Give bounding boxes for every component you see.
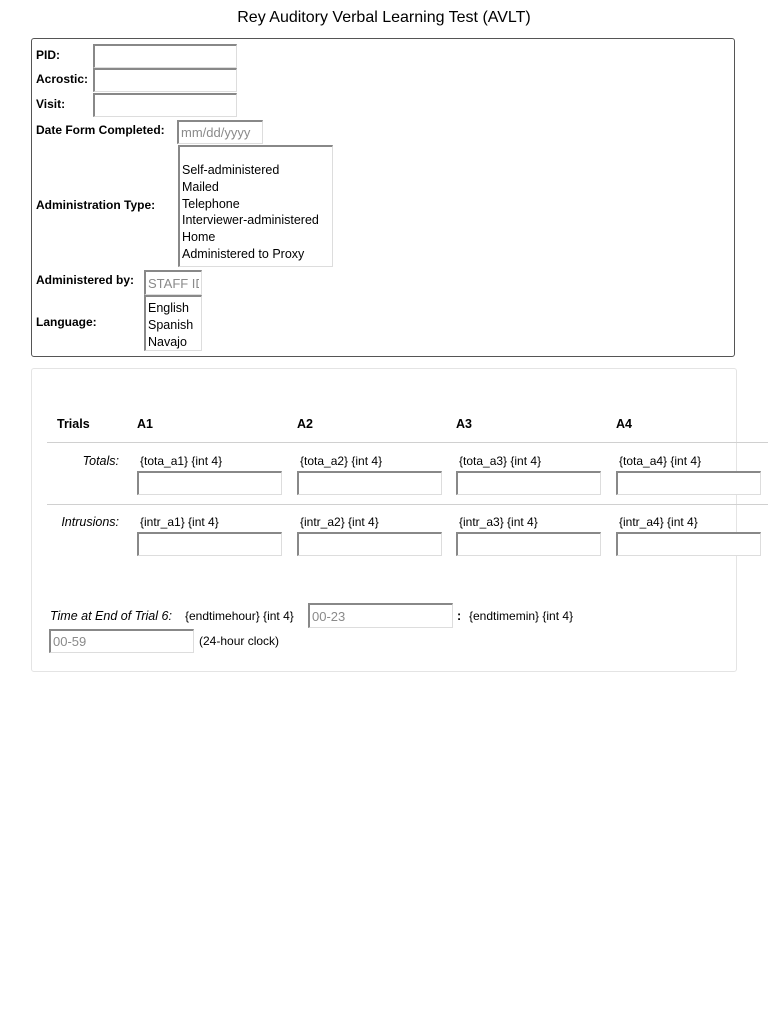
visit-label: Visit: [36, 97, 66, 111]
clock-note: (24-hour clock) [199, 634, 280, 648]
table-divider [47, 504, 768, 505]
tota-a2-caption: {tota_a2} {int 4} [300, 454, 383, 468]
admin-type-option[interactable]: Home [182, 230, 216, 245]
pid-input[interactable] [93, 44, 237, 68]
a3-column-header: A3 [456, 417, 472, 431]
date-completed-input[interactable] [177, 120, 263, 144]
admin-type-option[interactable]: Mailed [182, 179, 219, 194]
tota-a3-input[interactable] [456, 471, 601, 495]
visit-input[interactable] [93, 93, 237, 117]
date-completed-label: Date Form Completed: [36, 123, 165, 137]
admin-type-option[interactable]: Self-administered [182, 163, 280, 177]
intr-a2-caption: {intr_a2} {int 4} [300, 515, 379, 529]
table-divider [47, 442, 768, 443]
totals-row-label: Totals: [82, 454, 119, 468]
language-label: Language: [36, 315, 97, 329]
page-title: Rey Auditory Verbal Learning Test (AVLT) [237, 9, 531, 26]
end-time-label: Time at End of Trial 6: [50, 609, 172, 623]
tota-a3-caption: {tota_a3} {int 4} [459, 454, 542, 468]
tota-a1-caption: {tota_a1} {int 4} [140, 454, 223, 468]
end-time-hour-caption: {endtimehour} {int 4} [185, 609, 294, 623]
intr-a3-caption: {intr_a3} {int 4} [459, 515, 538, 529]
intr-a1-input[interactable] [137, 532, 282, 556]
language-option[interactable]: Spanish [148, 317, 194, 332]
admin-type-option[interactable]: Administered to Proxy [182, 246, 305, 261]
admin-type-option[interactable]: Interviewer-administered [182, 213, 319, 228]
staff-id-input[interactable] [144, 270, 202, 295]
pid-label: PID: [36, 48, 60, 62]
language-listbox[interactable] [144, 295, 202, 351]
intr-a3-input[interactable] [456, 532, 601, 556]
end-time-min-caption: {endtimemin} {int 4} [469, 609, 574, 623]
a4-column-header: A4 [616, 417, 632, 431]
tota-a1-input[interactable] [137, 471, 282, 495]
intr-a2-input[interactable] [297, 532, 442, 556]
language-option[interactable]: English [148, 301, 189, 315]
intrusions-row-label: Intrusions: [61, 515, 119, 529]
tota-a2-input[interactable] [297, 471, 442, 495]
time-separator: : [457, 609, 462, 623]
intr-a4-input[interactable] [616, 532, 761, 556]
end-time-hour-input[interactable] [308, 603, 453, 628]
trials-column-header: Trials [57, 417, 90, 431]
administration-type-listbox[interactable] [178, 145, 333, 267]
end-time-min-input[interactable] [49, 629, 194, 653]
intr-a1-caption: {intr_a1} {int 4} [140, 515, 219, 529]
administration-type-label: Administration Type: [36, 198, 156, 212]
tota-a4-caption: {tota_a4} {int 4} [619, 454, 702, 468]
a2-column-header: A2 [297, 417, 313, 431]
acrostic-input[interactable] [93, 68, 237, 92]
acrostic-label: Acrostic: [36, 72, 89, 86]
administered-by-label: Administered by: [36, 273, 135, 287]
admin-type-option[interactable]: Telephone [182, 196, 240, 211]
language-option[interactable]: Navajo [148, 334, 187, 349]
a1-column-header: A1 [137, 417, 153, 431]
tota-a4-input[interactable] [616, 471, 761, 495]
intr-a4-caption: {intr_a4} {int 4} [619, 515, 698, 529]
